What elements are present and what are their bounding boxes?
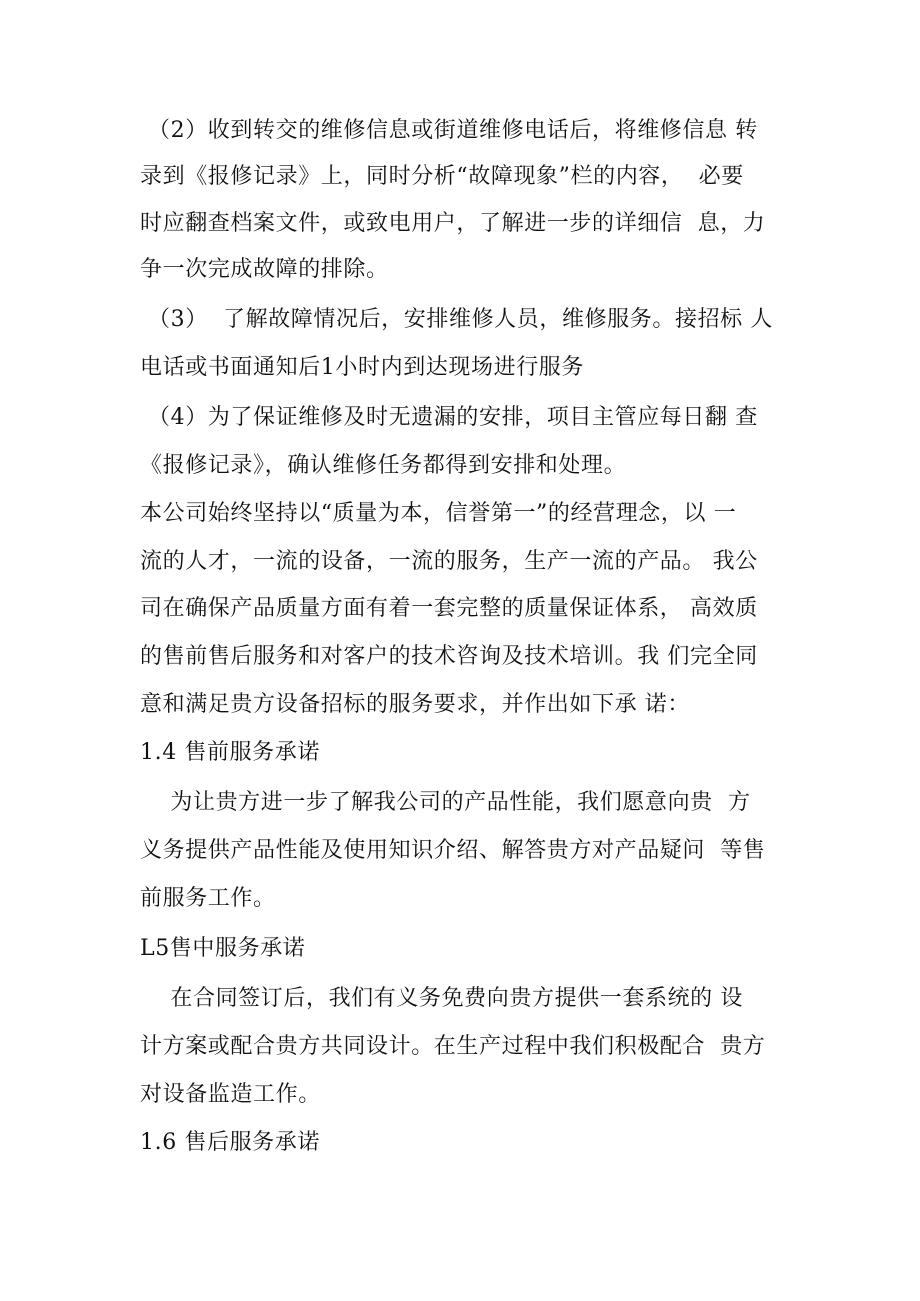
commitment-intro-line-4: 的售前售后服务和对客户的技术咨询及技术培训。我 们完全同 <box>140 644 758 669</box>
paragraph-3-line-1: （3） 了解故障情况后，安排维修人员，维修服务。接招标 人 <box>148 307 773 332</box>
paragraph-3-line-2: 电话或书面通知后1小时内到达现场进行服务 <box>140 355 584 380</box>
section-1-5-line-1: 在合同签订后，我们有义务免费向贵方提供一套系统的 设 <box>140 986 743 1011</box>
commitment-intro-line-5: 意和满足贵方设备招标的服务要求，并作出如下承 诺： <box>140 692 690 717</box>
section-1-5-heading: L5售中服务承诺 <box>140 936 306 961</box>
paragraph-2-line-3: 时应翻查档案文件，或致电用户，了解进一步的详细信 息，力 <box>140 211 766 236</box>
commitment-intro-line-2: 流的人才，一流的设备，一流的服务，生产一流的产品。 我公 <box>140 549 758 574</box>
paragraph-2-line-4: 争一次完成故障的排除。 <box>140 257 389 282</box>
section-1-4-line-1: 为让贵方进一步了解我公司的产品性能，我们愿意向贵 方 <box>140 790 751 815</box>
paragraph-2-line-2: 录到《报修记录》上，同时分析“故障现象”栏的内容， 必要 <box>140 164 744 189</box>
commitment-intro-line-1: 本公司始终坚持以“质量为本，信誉第一”的经营理念，以 一 <box>140 501 737 526</box>
section-1-6-heading: 1.6 售后服务承诺 <box>140 1130 320 1155</box>
section-1-5-line-3: 对设备监造工作。 <box>140 1082 321 1107</box>
section-1-4-heading: 1.4 售前服务承诺 <box>140 740 320 765</box>
paragraph-4-line-1: （4）为了保证维修及时无遗漏的安排，项目主管应每日翻 查 <box>148 405 758 430</box>
paragraph-2-line-1: （2）收到转交的维修信息或街道维修电话后，将维修信息 转 <box>148 118 758 143</box>
section-1-5-line-2: 计方案或配合贵方共同设计。在生产过程中我们积极配合 贵方 <box>140 1034 766 1059</box>
commitment-intro-line-3: 司在确保产品质量方面有着一套完整的质量保证体系， 高效质 <box>140 596 758 621</box>
section-1-4-line-2: 义务提供产品性能及使用知识介绍、解答贵方对产品疑问 等售 <box>140 838 766 863</box>
section-1-4-line-3: 前服务工作。 <box>140 886 276 911</box>
paragraph-4-line-2: 《报修记录》，确认维修任务都得到安排和处理。 <box>140 453 627 478</box>
